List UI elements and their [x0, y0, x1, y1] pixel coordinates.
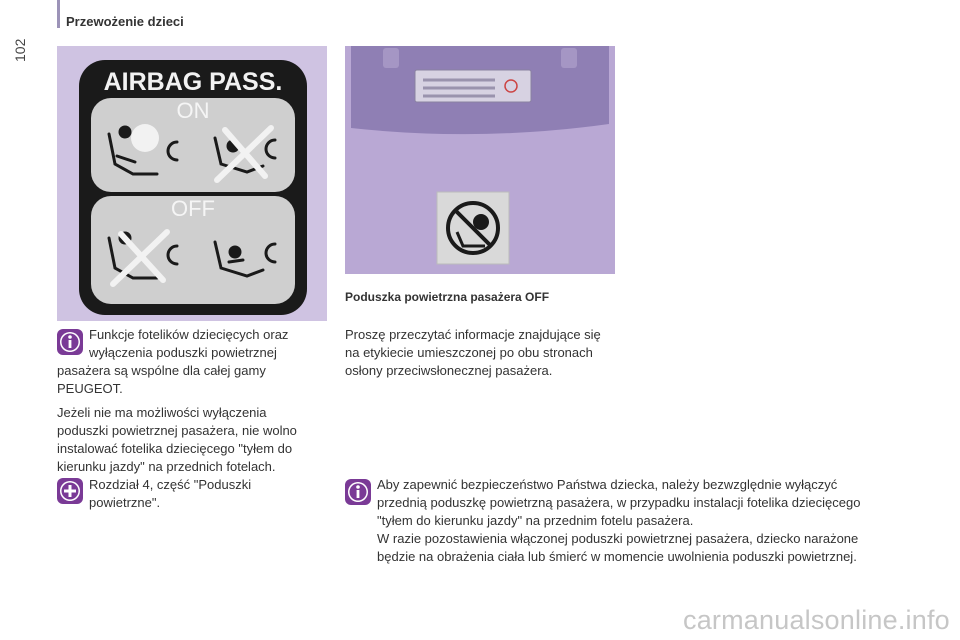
- page-number: 102: [12, 38, 28, 62]
- warning-text-1: Aby zapewnić bezpieczeństwo Państwa dziecka, należy bezwzględnie wyłączyć przednią poduszkę powietrzną pasażera, w przypadku instalacji fotelika dziecięcego "tyłem do kierunku jazdy" na przednim fotelu pasażera.: [377, 477, 861, 528]
- visor-info-text: Proszę przeczytać informacje znajdujące się na etykiecie umieszczonej po obu stronach osłony przeciwsłonecznej pasażera.: [345, 327, 601, 378]
- watermark: carmanualsonline.info: [683, 605, 950, 635]
- airbag-off-label: OFF: [171, 196, 215, 221]
- info-paragraph-2: Jeżeli nie ma możliwości wyłączenia poduszki powietrznej pasażera, nie wolno instalować fotelika dziecięcego "tyłem do kierunku jazdy" na przednich fotelach.: [57, 405, 297, 474]
- airbag-pass-illustration: [57, 46, 327, 321]
- info-block: [57, 326, 309, 476]
- airbag-pass-title: AIRBAG PASS.: [103, 68, 283, 96]
- sun-visor-illustration: [345, 46, 615, 274]
- warning-info-icon: [345, 479, 371, 505]
- visor-caption: Poduszka powietrzna pasażera OFF: [345, 290, 550, 304]
- airbag-on-label: ON: [176, 98, 210, 123]
- airbag-pass-label-graphic: [57, 46, 327, 321]
- reference-plus-icon: [57, 478, 83, 504]
- warning-text-2: W razie pozostawienia włączonej poduszki powietrznej pasażera, dziecko narażone będzie na obrażenia ciała lub śmierć w momencie uwolnienia poduszki powietrznej.: [377, 531, 859, 564]
- info-icon-spacer: [57, 326, 89, 360]
- reference-text: Rozdział 4, część "Poduszki powietrzne".: [89, 477, 252, 510]
- info-paragraph-1: Funkcje fotelików dziecięcych oraz wyłączenia poduszki powietrznej pasażera są wspólne dla całej gamy PEUGEOT.: [57, 327, 289, 396]
- section-title: Przewożenie dzieci: [66, 14, 184, 29]
- header-accent-bar: [57, 0, 60, 28]
- sun-visor-graphic: [345, 46, 615, 274]
